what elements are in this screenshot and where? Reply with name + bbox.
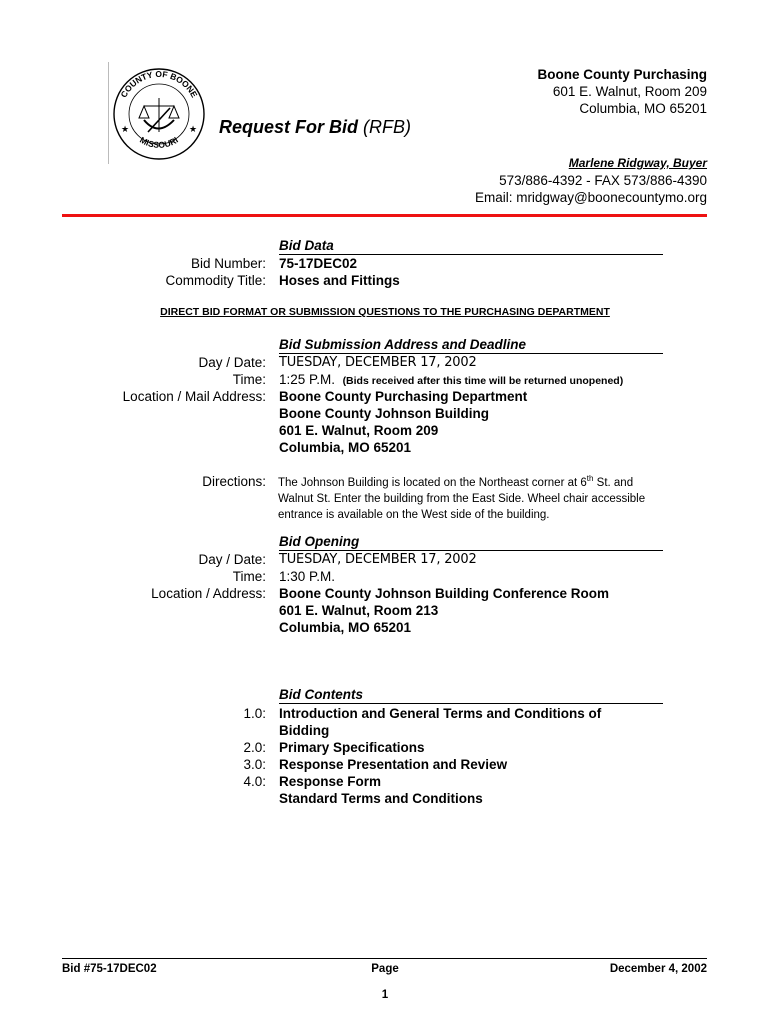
submission-address-line3: 601 E. Walnut, Room 209 bbox=[279, 423, 439, 438]
submission-location-label: Location / Mail Address: bbox=[122, 389, 266, 404]
bid-data-heading: Bid Data bbox=[279, 237, 663, 255]
buyer-contact-block bbox=[475, 155, 707, 206]
submission-time-value: 1:25 P.M. bbox=[279, 372, 336, 387]
org-address-block bbox=[537, 66, 707, 117]
contents-item-number: 4.0: bbox=[243, 774, 266, 789]
opening-day-value: TUESDAY, DECEMBER 17, 2002 bbox=[279, 552, 477, 567]
contents-item-number: 1.0: bbox=[243, 706, 266, 721]
org-address-line2: Columbia, MO 65201 bbox=[579, 101, 707, 116]
seal-star-left-icon: ★ bbox=[121, 125, 130, 135]
directions-text-part2: St. and Walnut St. Enter the building from the East Side. Wheel chair accessible entrance is available on the West side of the building. bbox=[278, 476, 646, 521]
submission-address-line4: Columbia, MO 65201 bbox=[279, 440, 412, 455]
opening-time-value: 1:30 P.M. bbox=[279, 569, 336, 584]
directions-label: Directions: bbox=[202, 474, 266, 489]
contents-item-title-cont: Bidding bbox=[279, 723, 330, 738]
buyer-name: Marlene Ridgway, Buyer bbox=[568, 156, 707, 170]
footer-divider bbox=[62, 958, 707, 959]
contents-heading: Bid Contents bbox=[279, 686, 663, 704]
footer-date: December 4, 2002 bbox=[609, 963, 707, 975]
contents-item-title: Primary Specifications bbox=[279, 740, 425, 755]
title-main: Request For Bid bbox=[219, 117, 359, 137]
opening-heading: Bid Opening bbox=[279, 533, 663, 551]
submission-day-label: Day / Date: bbox=[198, 355, 266, 370]
direct-questions-note: DIRECT BID FORMAT OR SUBMISSION QUESTIONS TO THE PURCHASING DEPARTMENT bbox=[160, 306, 610, 318]
org-name: Boone County Purchasing bbox=[537, 67, 707, 82]
buyer-email: Email: mridgway@boonecountymo.org bbox=[474, 190, 707, 205]
buyer-phone: 573/886-4392 - FAX 573/886-4390 bbox=[499, 173, 707, 188]
page-title bbox=[219, 117, 411, 138]
opening-address-line2: 601 E. Walnut, Room 213 bbox=[279, 603, 439, 618]
opening-day-label: Day / Date: bbox=[198, 552, 266, 567]
svg-text:MISSOURI bbox=[138, 135, 180, 150]
opening-address-line1: Boone County Johnson Building Conference Room bbox=[279, 586, 609, 601]
footer-page-label: Page bbox=[371, 963, 399, 975]
seal-top-text: COUNTY OF BOONE bbox=[118, 68, 200, 100]
directions-sup: th bbox=[586, 474, 594, 483]
submission-heading: Bid Submission Address and Deadline bbox=[279, 336, 663, 354]
opening-address-line3: Columbia, MO 65201 bbox=[279, 620, 412, 635]
submission-address-line1: Boone County Purchasing Department bbox=[279, 389, 528, 404]
header-divider bbox=[62, 214, 707, 217]
contents-item-title: Introduction and General Terms and Conditions of bbox=[279, 706, 602, 721]
county-seal-logo bbox=[108, 62, 210, 166]
contents-item-number: 2.0: bbox=[243, 740, 266, 755]
bid-number-label: Bid Number: bbox=[190, 256, 266, 271]
submission-time-label: Time: bbox=[232, 372, 266, 387]
contents-item-title: Standard Terms and Conditions bbox=[279, 791, 483, 806]
contents-item-title: Response Form bbox=[279, 774, 382, 789]
bid-number-value: 75-17DEC02 bbox=[279, 256, 358, 271]
seal-star-right-icon: ★ bbox=[189, 125, 198, 135]
opening-time-label: Time: bbox=[232, 569, 266, 584]
title-abbr: (RFB) bbox=[363, 117, 412, 137]
submission-day-value: TUESDAY, DECEMBER 17, 2002 bbox=[279, 355, 477, 370]
submission-time-note: (Bids received after this time will be returned unopened) bbox=[342, 375, 624, 387]
footer-page-number: 1 bbox=[381, 989, 389, 1001]
scales-of-justice-icon bbox=[139, 98, 179, 132]
contents-item-number: 3.0: bbox=[243, 757, 266, 772]
commodity-label: Commodity Title: bbox=[165, 273, 266, 288]
seal-bottom-text: MISSOURI bbox=[138, 134, 180, 150]
contents-item-title: Response Presentation and Review bbox=[279, 757, 508, 772]
opening-location-label: Location / Address: bbox=[151, 586, 266, 601]
commodity-value: Hoses and Fittings bbox=[279, 273, 400, 288]
submission-address-line2: Boone County Johnson Building bbox=[279, 406, 489, 421]
org-address-line1: 601 E. Walnut, Room 209 bbox=[552, 84, 707, 99]
footer-bid-number: Bid #75-17DEC02 bbox=[62, 963, 157, 975]
directions-text-part1: The Johnson Building is located on the Northeast corner at 6 bbox=[278, 476, 587, 489]
directions-text bbox=[278, 471, 668, 523]
